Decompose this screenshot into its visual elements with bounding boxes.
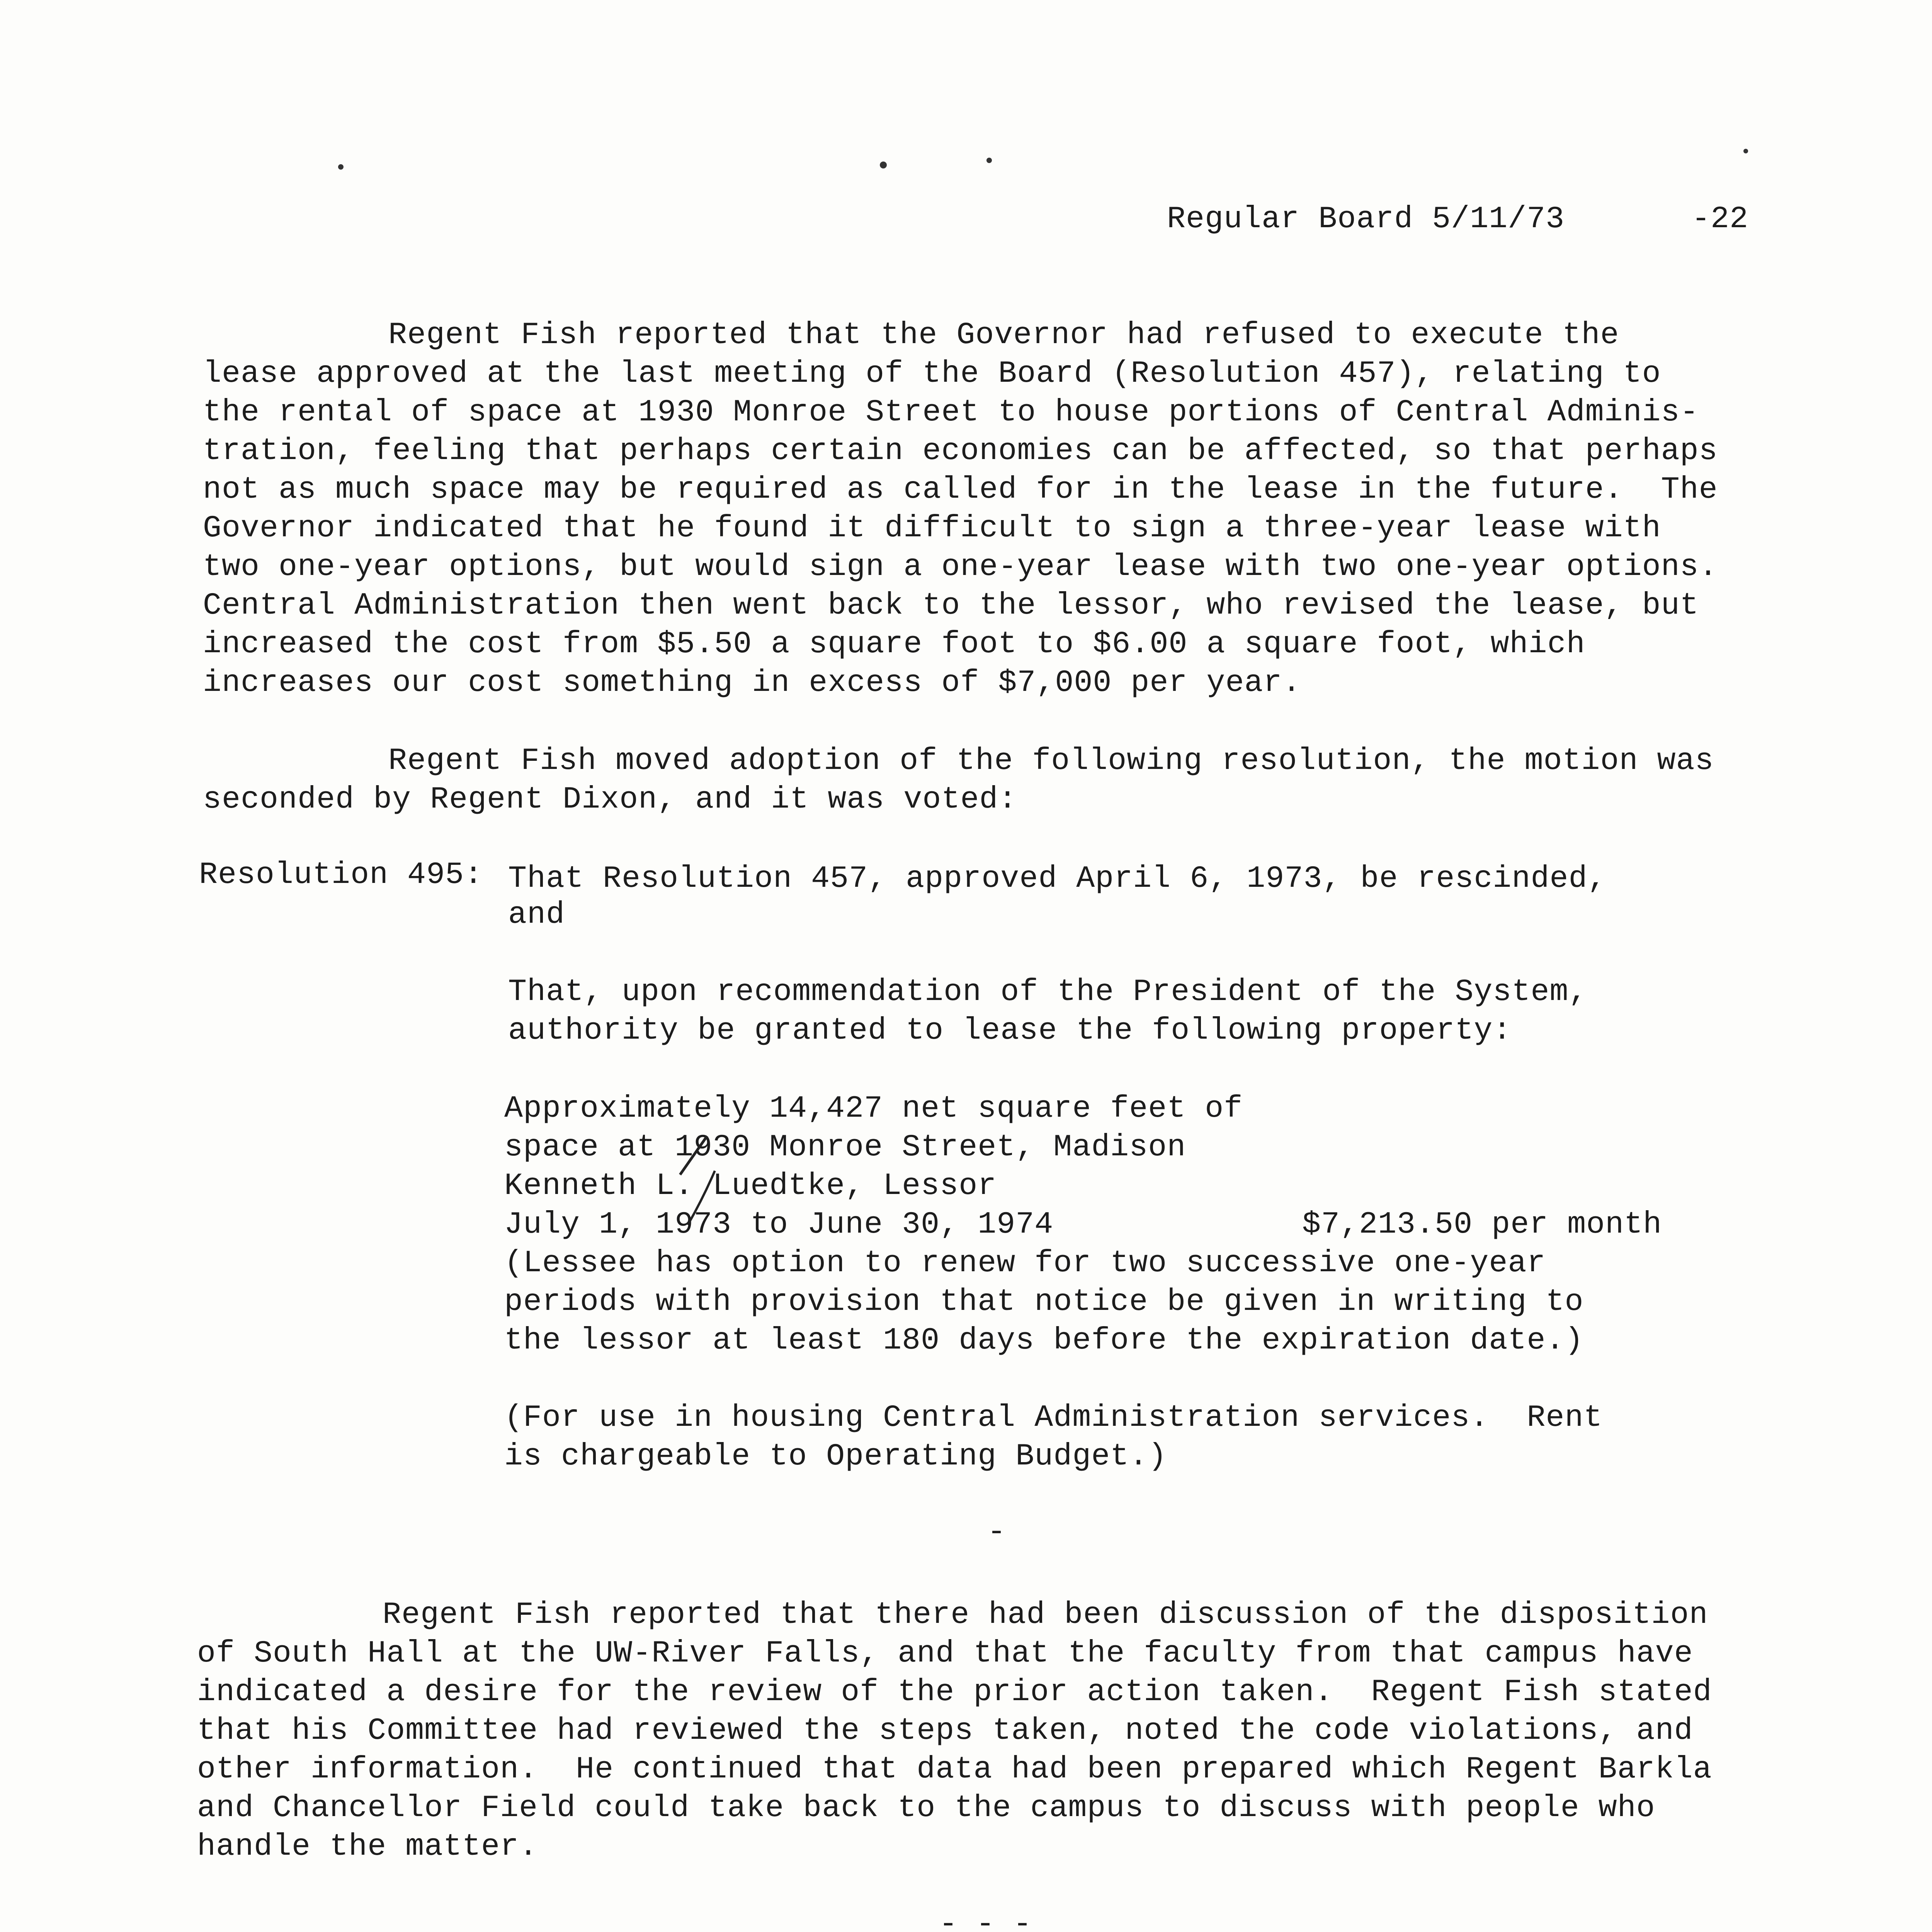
para1-line: Governor indicated that he found it difficult to sign a three-year lease with: [203, 511, 1661, 546]
para3-line: and Chancellor Field could take back to the campus to discuss with people who: [197, 1791, 1655, 1826]
section-separator: -: [987, 1515, 1006, 1550]
para2-line: Regent Fish moved adoption of the following resolution, the motion was: [388, 743, 1714, 779]
property-line: Approximately 14,427 net square feet of: [504, 1091, 1243, 1126]
para3-line: Regent Fish reported that there had been discussion of the disposition: [383, 1597, 1708, 1633]
resolution-text: That Resolution 457, approved April 6, 1973, be rescinded,: [508, 861, 1607, 896]
handwritten-correction-mark: [657, 1128, 765, 1229]
para3-line: indicated a desire for the review of the prior action taken. Regent Fish stated: [197, 1675, 1712, 1710]
para2-line: seconded by Regent Dixon, and it was voted:: [203, 782, 1017, 817]
property-line: July 1, 1973 to June 30, 1974: [504, 1207, 1054, 1242]
property-line: space at 1930 Monroe Street, Madison: [504, 1130, 1186, 1165]
property-line: Kenneth L. Luedtke, Lessor: [504, 1168, 997, 1204]
para1-line: Regent Fish reported that the Governor had refused to execute the: [388, 318, 1619, 353]
para1-line: two one-year options, but would sign a one-year lease with two one-year options.: [203, 549, 1718, 585]
resolution-text: and: [508, 897, 565, 932]
para1-line: Central Administration then went back to the lessor, who revised the lease, but: [203, 588, 1699, 623]
page-header-title: Regular Board 5/11/73: [1167, 202, 1565, 237]
para1-line: increases our cost something in excess of $7,000 per year.: [203, 665, 1301, 701]
rent-amount: $7,213.50 per month: [1302, 1207, 1662, 1242]
property-line: is chargeable to Operating Budget.): [504, 1439, 1167, 1474]
para3-line: that his Committee had reviewed the steps taken, noted the code violations, and: [197, 1713, 1693, 1748]
section-separator: - - -: [939, 1907, 1032, 1932]
resolution-text: That, upon recommendation of the President of the System,: [508, 975, 1588, 1010]
page-header-number: -22: [1692, 202, 1749, 237]
scan-speck: [1743, 149, 1748, 153]
scan-speck: [986, 158, 992, 163]
para1-line: the rental of space at 1930 Monroe Street to house portions of Central Adminis-: [203, 395, 1699, 430]
para1-line: lease approved at the last meeting of the Board (Resolution 457), relating to: [203, 356, 1661, 391]
property-line: the lessor at least 180 days before the expiration date.): [504, 1323, 1584, 1358]
scan-speck: [338, 164, 344, 170]
property-line: (Lessee has option to renew for two successive one-year: [504, 1246, 1546, 1281]
para3-line: handle the matter.: [197, 1829, 538, 1864]
property-line: (For use in housing Central Administration services. Rent: [504, 1400, 1603, 1435]
para3-line: of South Hall at the UW-River Falls, and that the faculty from that campus have: [197, 1636, 1693, 1671]
resolution-label: Resolution 495:: [199, 857, 483, 893]
para1-line: increased the cost from $5.50 a square foot to $6.00 a square foot, which: [203, 627, 1585, 662]
resolution-text: authority be granted to lease the following property:: [508, 1013, 1512, 1048]
para3-line: other information. He continued that data had been prepared which Regent Barkla: [197, 1752, 1712, 1787]
property-line: periods with provision that notice be given in writing to: [504, 1284, 1584, 1320]
scan-speck: [880, 162, 887, 168]
para1-line: tration, feeling that perhaps certain economies can be affected, so that perhaps: [203, 434, 1718, 469]
para1-line: not as much space may be required as called for in the lease in the future. The: [203, 472, 1718, 507]
